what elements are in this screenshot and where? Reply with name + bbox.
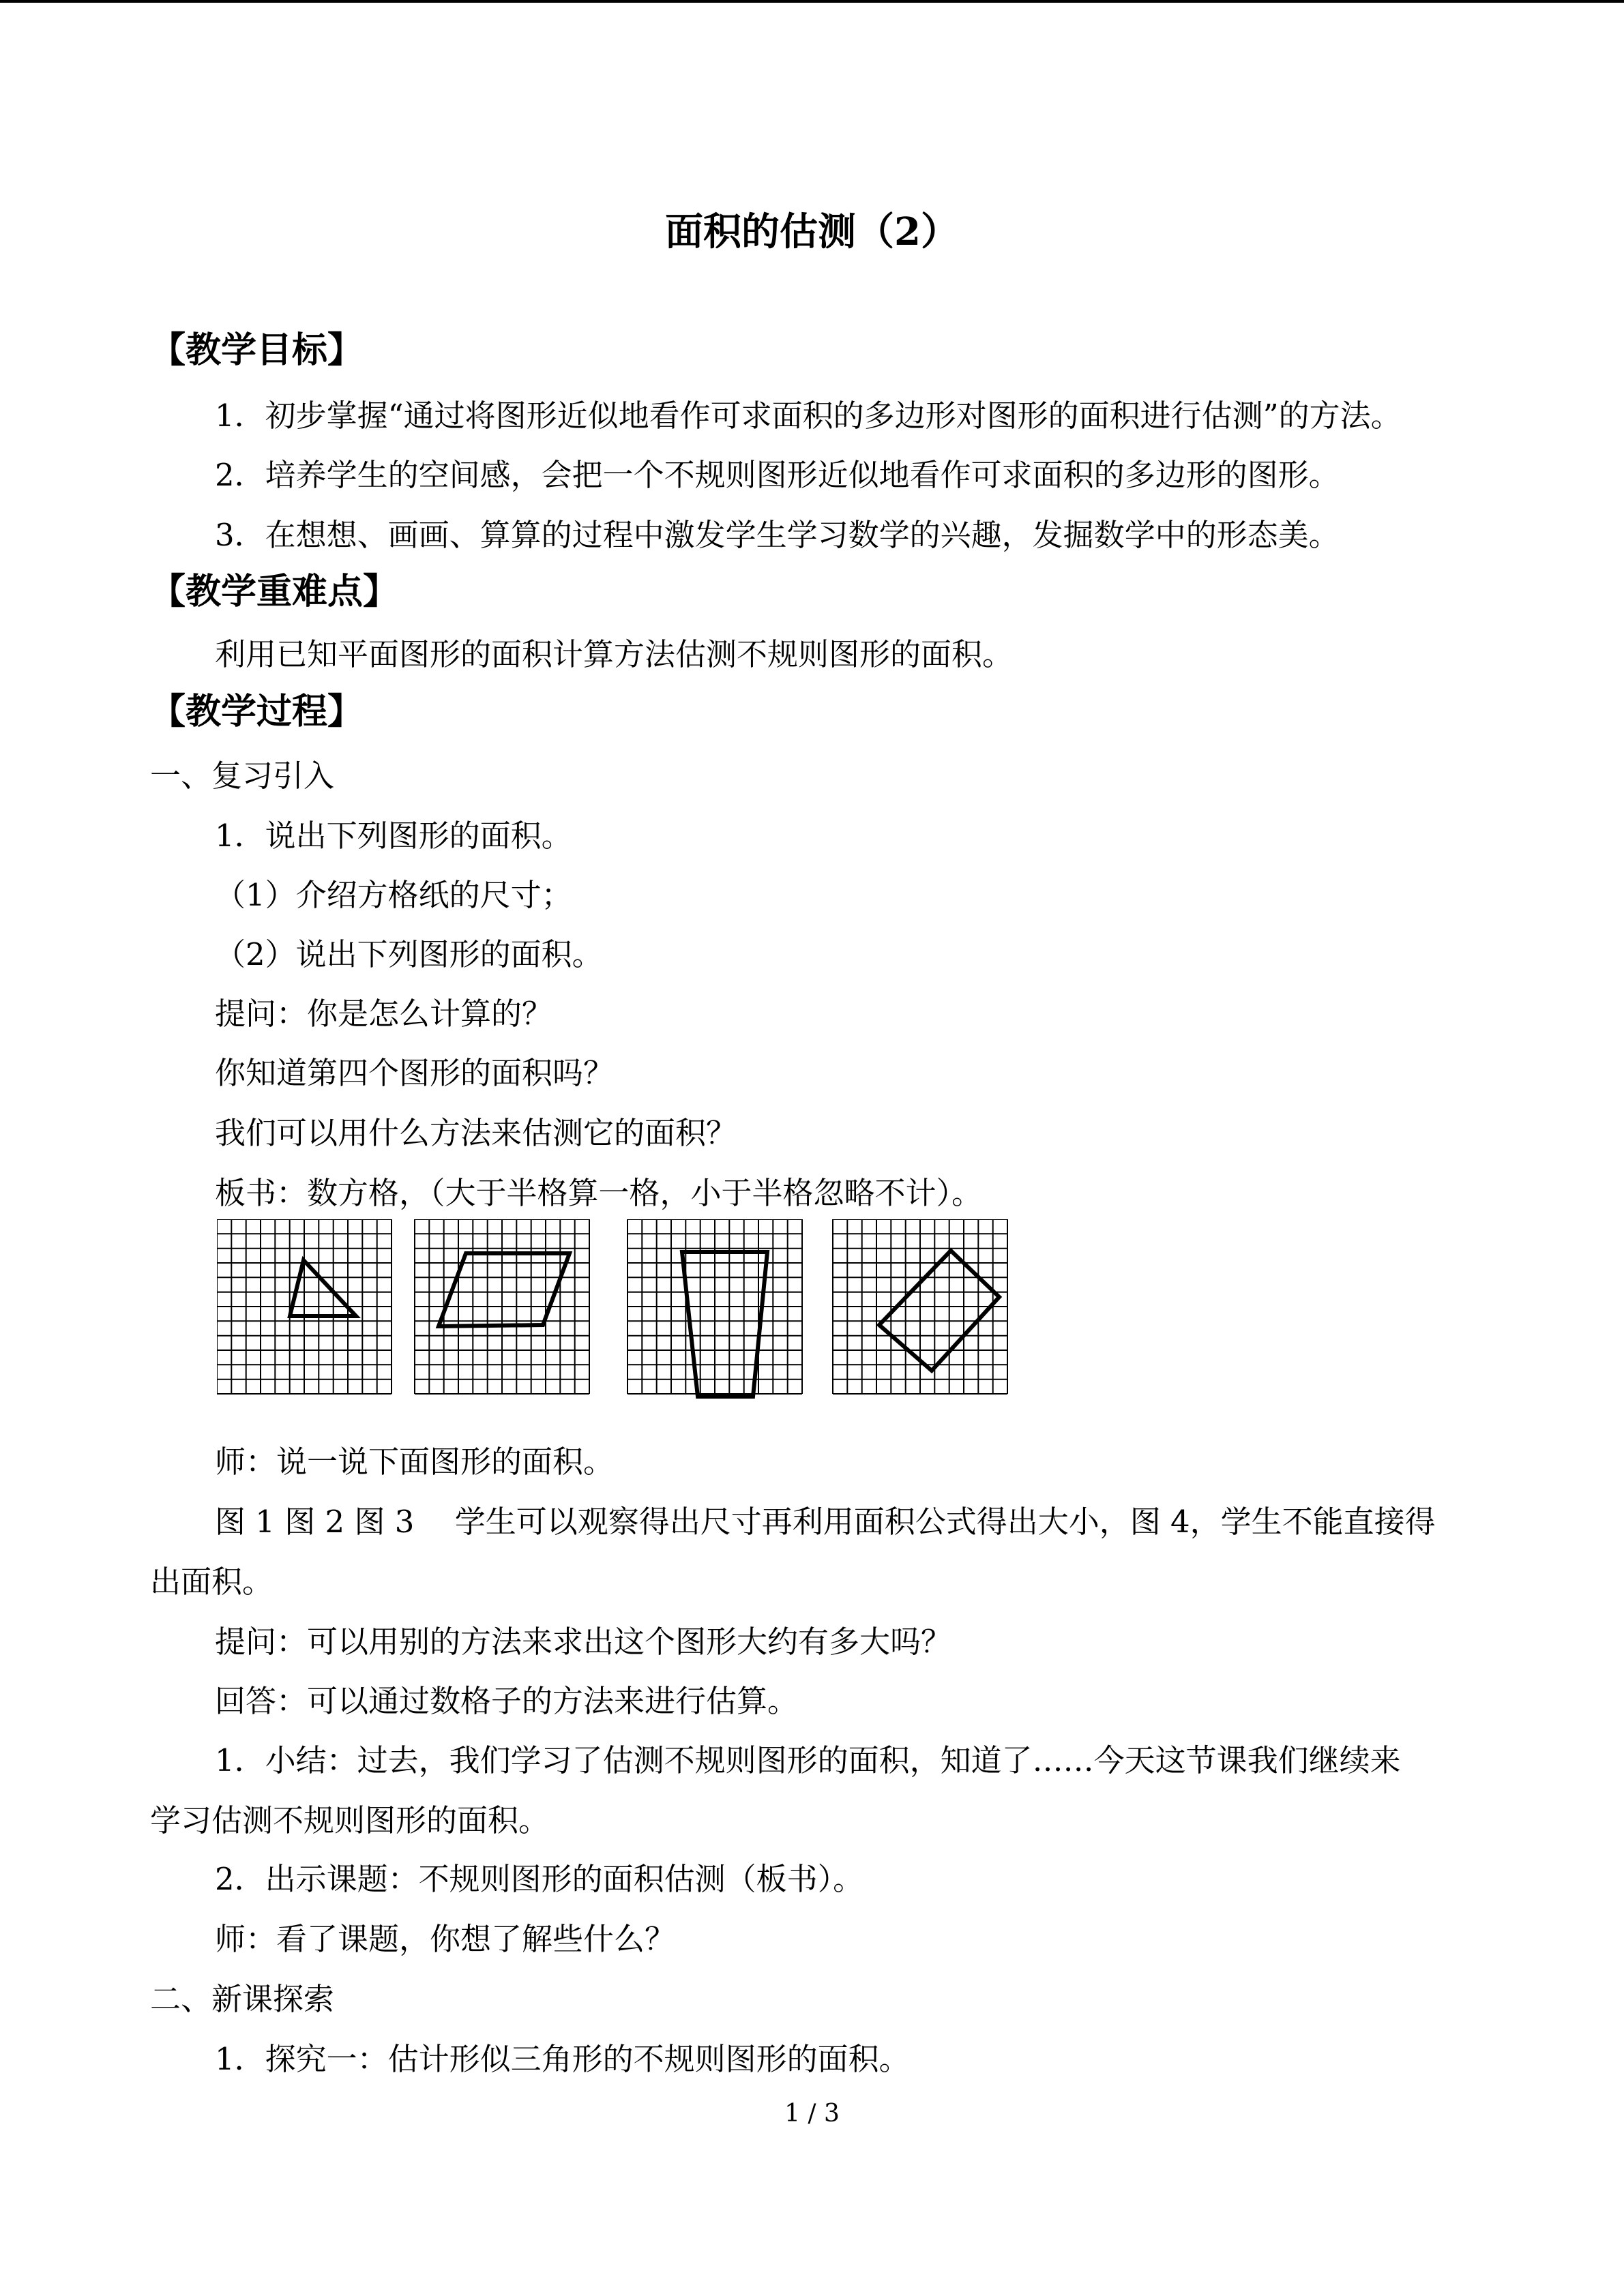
goal-3: 3．在想想、画画、算算的过程中激发学生学习数学的兴趣，发掘数学中的形态美。	[215, 517, 1340, 553]
paragraph: 师：看了课题，你想了解些什么？	[215, 1921, 676, 1957]
top-border	[0, 0, 1624, 3]
page-title: 面积的估测（2）	[665, 209, 959, 254]
paragraph: 1．小结：过去，我们学习了估测不规则图形的面积，知道了……今天这节课我们继续来	[215, 1742, 1401, 1778]
paragraph: 我们可以用什么方法来估测它的面积？	[215, 1115, 737, 1151]
page-number: 1 / 3	[784, 2100, 840, 2128]
paragraph: 你知道第四个图形的面积吗？	[215, 1055, 615, 1091]
part-2-heading: 二、新课探索	[150, 1981, 335, 2017]
figure-4-tilted-rectangle	[879, 1251, 999, 1371]
paragraph: 出面积。	[150, 1564, 274, 1600]
key-points-heading: 【教学重难点】	[150, 571, 399, 612]
grid-figure-3	[628, 1219, 802, 1397]
paragraph: 1．探究一：估计形似三角形的不规则图形的面积。	[215, 2041, 910, 2077]
key-points-text: 利用已知平面图形的面积计算方法估测不规则图形的面积。	[215, 636, 1014, 672]
paragraph: 板书：数方格，（大于半格算一格，小于半格忽略不计）。	[215, 1175, 983, 1211]
paragraph: （2）说出下列图形的面积。	[215, 936, 603, 972]
goal-2: 2．培养学生的空间感，会把一个不规则图形近似地看作可求面积的多边形的图形。	[215, 457, 1340, 493]
grid-figure-2	[415, 1219, 589, 1394]
paragraph: 2．出示课题：不规则图形的面积估测（板书）。	[215, 1861, 864, 1897]
paragraph: 提问：可以用别的方法来求出这个图形大约有多大吗？	[215, 1624, 952, 1660]
figure-1-triangle	[290, 1260, 356, 1316]
figure-3-trapezoid	[682, 1252, 767, 1397]
grid-figure-4	[833, 1219, 1007, 1394]
grid-figure-1	[217, 1219, 392, 1394]
paragraph: （1）介绍方格纸的尺寸；	[215, 877, 572, 913]
paragraph: 图 1 图 2 图 3 学生可以观察得出尺寸再利用面积公式得出大小，图 4，学生不能直接得	[215, 1504, 1436, 1540]
grid-figures	[217, 1219, 1015, 1417]
paragraph: 提问：你是怎么计算的？	[215, 996, 553, 1032]
goal-1: 1．初步掌握“通过将图形近似地看作可求面积的多边形对图形的面积进行估测”的方法。	[215, 398, 1402, 434]
paragraph: 学习估测不规则图形的面积。	[150, 1802, 550, 1838]
goals-heading: 【教学目标】	[150, 329, 364, 371]
paragraph: 1．说出下列图形的面积。	[215, 818, 572, 854]
process-heading: 【教学过程】	[150, 691, 364, 732]
paragraph: 师：说一说下面图形的面积。	[215, 1444, 615, 1480]
part-1-heading: 一、复习引入	[150, 758, 335, 794]
paragraph: 回答：可以通过数格子的方法来进行估算。	[215, 1683, 799, 1719]
